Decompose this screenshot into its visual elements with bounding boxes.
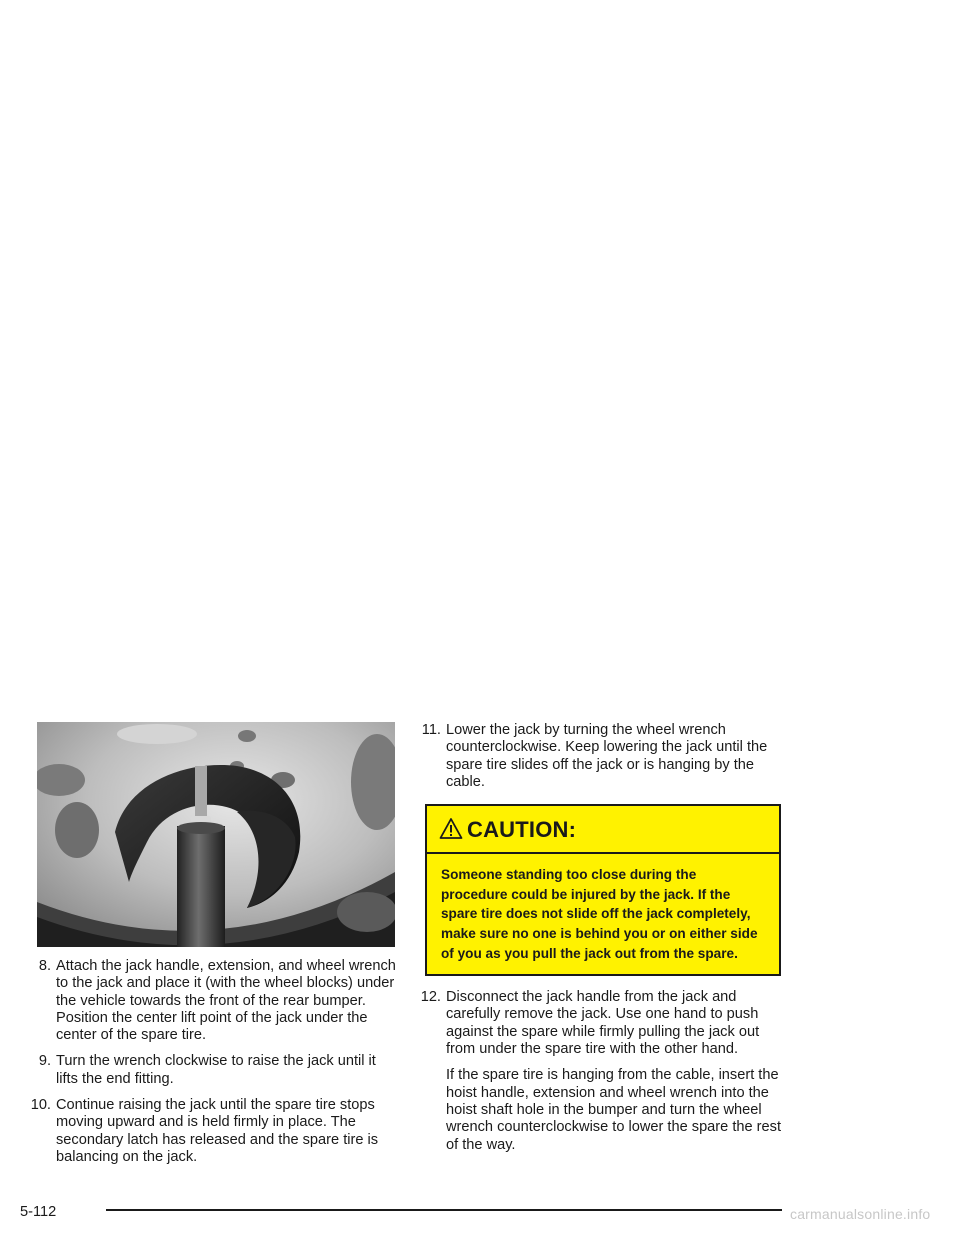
step-12 bbox=[410, 989, 790, 1154]
footer-divider bbox=[106, 1209, 782, 1211]
step-text-continued: If the spare tire is hanging from the cable, insert the hoist handle, extension and wheel wrench into the hoist shaft hole in the bumper and turn the wheel wrench counterclockwise to lower the spare the rest of the way. bbox=[446, 1067, 782, 1153]
page-number: 5-112 bbox=[20, 1204, 57, 1220]
step-text: Lower the jack by turning the wheel wrench counterclockwise. Keep lowering the jack until the spare tire slides off the jack or is hanging by the cable. bbox=[446, 722, 768, 790]
step-9 bbox=[20, 1053, 400, 1088]
step-11 bbox=[410, 722, 790, 791]
step-text: Disconnect the jack handle from the jack and carefully remove the jack. Use one hand to push against the spare while firmly pulling the jack out from under the spare tire with the other hand. bbox=[446, 989, 760, 1058]
caution-title: CAUTION: bbox=[467, 816, 577, 842]
right-column bbox=[410, 722, 790, 1163]
left-column bbox=[20, 958, 400, 1175]
step-text: Attach the jack handle, extension, and wheel wrench to the jack and place it (with the wheel blocks) under the vehicle towards the front of the rear bumper. Position the center lift point of the jack under the center of the spare tire. bbox=[56, 958, 396, 1044]
step-8 bbox=[20, 958, 400, 1044]
step-number: 10. bbox=[30, 1097, 51, 1114]
watermark: carmanualsonline.info bbox=[790, 1206, 931, 1222]
step-number: 12. bbox=[420, 989, 441, 1006]
step-10 bbox=[20, 1097, 400, 1166]
step-number: 11. bbox=[421, 722, 441, 738]
step-text: Turn the wrench clockwise to raise the jack until it lifts the end fitting. bbox=[56, 1053, 376, 1087]
step-text: Continue raising the jack until the spare tire stops moving upward and is held firmly in place. The secondary latch has released and the spare tire is balancing on the jack. bbox=[56, 1097, 379, 1165]
caution-text: Someone standing too close during the procedure could be injured by the jack. If the spare tire does not slide off the jack completely, make sure no one is behind you or on either side of you as you pull the jack out from the spare. bbox=[427, 854, 779, 974]
caution-box bbox=[425, 804, 781, 976]
caution-header bbox=[427, 806, 779, 854]
step-number: 8. bbox=[38, 958, 51, 974]
spare-tire-jack-photo bbox=[37, 722, 395, 947]
caution-triangle-icon bbox=[439, 817, 463, 841]
step-number: 9. bbox=[38, 1053, 51, 1070]
